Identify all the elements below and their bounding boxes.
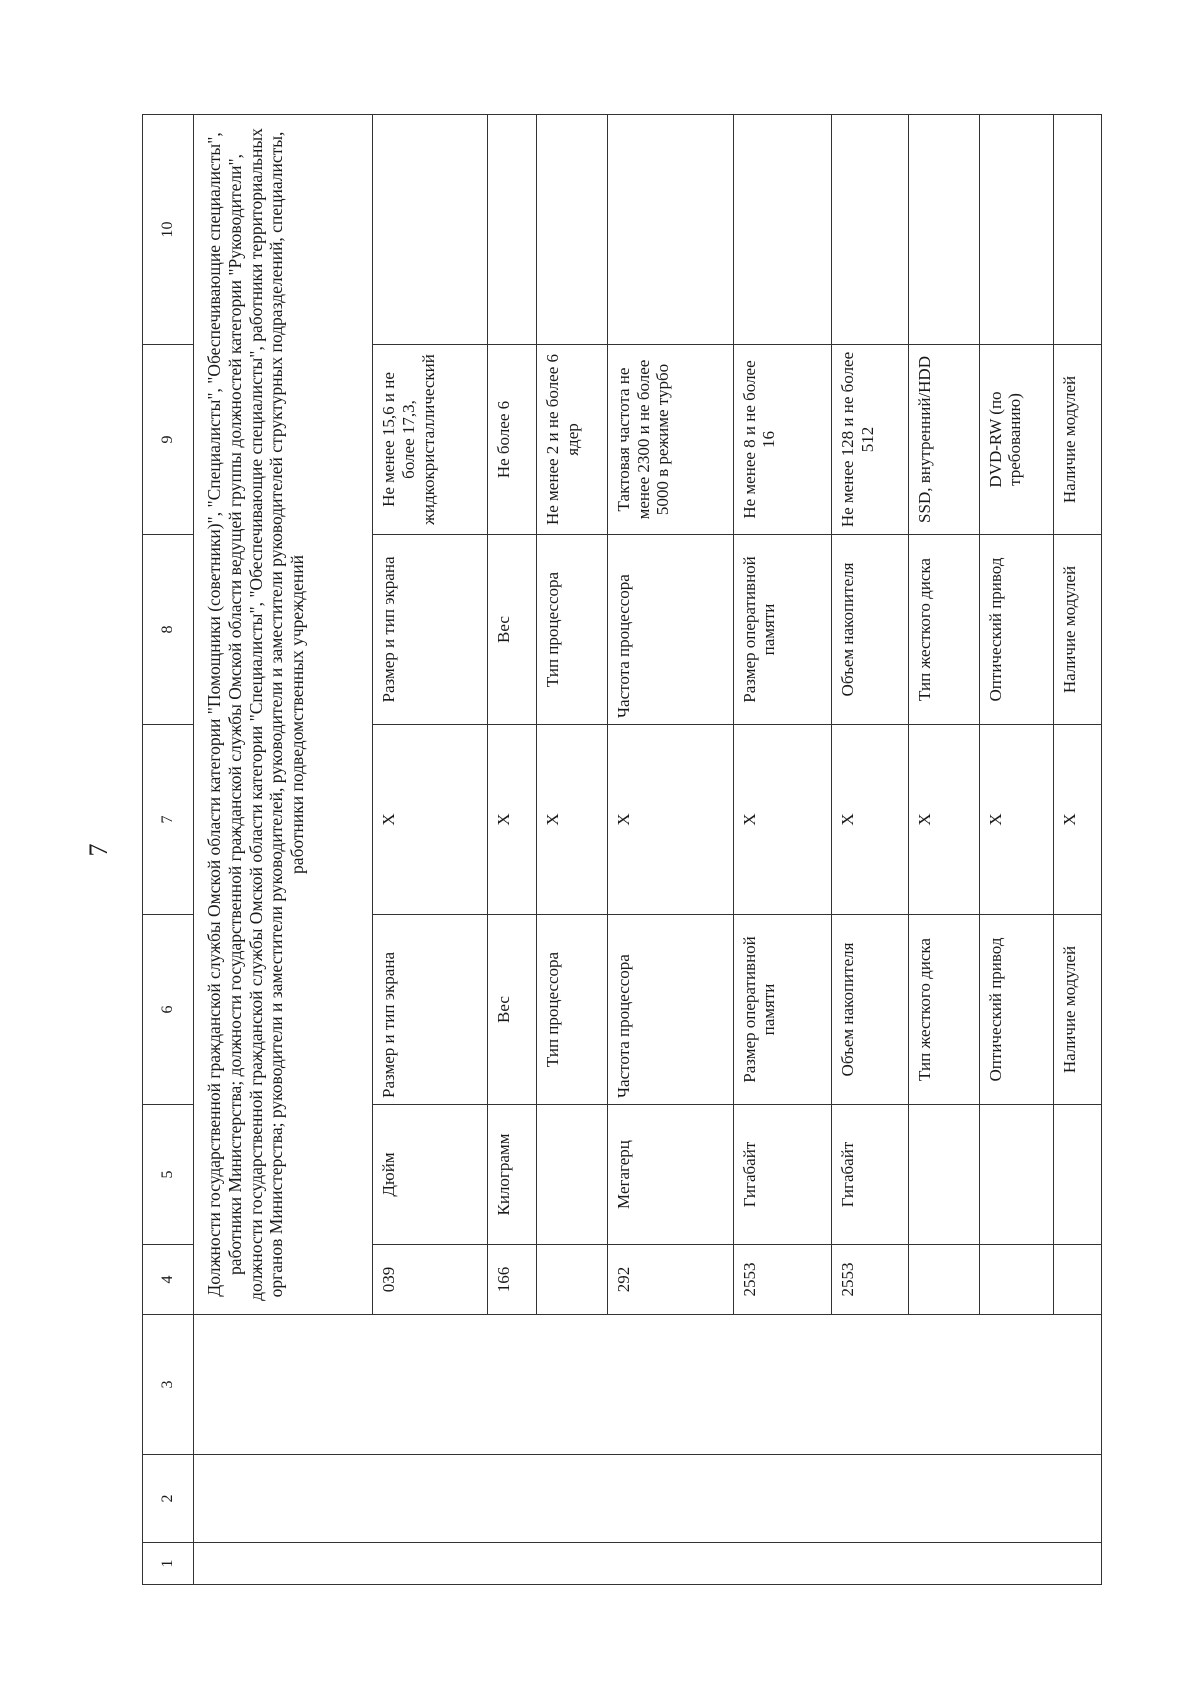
category-row	[194, 115, 373, 1585]
col-number: 5	[143, 1105, 194, 1245]
page-number: 7	[84, 843, 113, 857]
value-cell: Не менее 128 и не более 512	[832, 345, 908, 535]
name2-cell: Вес	[488, 535, 537, 725]
name-cell: Размер и тип экрана	[373, 915, 488, 1105]
empty-cell	[979, 115, 1053, 345]
empty-cell	[908, 115, 979, 345]
spec-table	[142, 114, 1102, 1585]
name2-cell: Частота процессора	[608, 535, 734, 725]
name-cell: Вес	[488, 915, 537, 1105]
x-cell: X	[979, 725, 1053, 915]
unit-cell	[908, 1105, 979, 1245]
x-cell: X	[832, 725, 908, 915]
name-cell: Тип процессора	[537, 915, 608, 1105]
name2-cell: Объем накопителя	[832, 535, 908, 725]
name-cell: Частота процессора	[608, 915, 734, 1105]
name-cell: Размер оперативной памяти	[733, 915, 831, 1105]
name2-cell: Тип жесткого диска	[908, 535, 979, 725]
col-number: 10	[143, 115, 194, 345]
value-cell: DVD-RW (по требованию)	[979, 345, 1053, 535]
x-cell: X	[908, 725, 979, 915]
code-cell	[1053, 1245, 1101, 1315]
code-cell: 039	[373, 1245, 488, 1315]
name-cell: Оптический привод	[979, 915, 1053, 1105]
code-cell: 292	[608, 1245, 734, 1315]
code-cell	[908, 1245, 979, 1315]
code-cell	[979, 1245, 1053, 1315]
col-number: 2	[143, 1455, 194, 1543]
unit-cell	[979, 1105, 1053, 1245]
name-cell: Тип жесткого диска	[908, 915, 979, 1105]
name2-cell: Размер оперативной памяти	[733, 535, 831, 725]
unit-cell: Гигабайт	[832, 1105, 908, 1245]
name-cell: Объем накопителя	[832, 915, 908, 1105]
cell-col1	[194, 1543, 1102, 1585]
empty-cell	[608, 115, 734, 345]
empty-cell	[537, 115, 608, 345]
value-cell: Наличие модулей	[1053, 345, 1101, 535]
code-cell: 166	[488, 1245, 537, 1315]
unit-cell: Дюйм	[373, 1105, 488, 1245]
x-cell: X	[537, 725, 608, 915]
empty-cell	[1053, 115, 1101, 345]
unit-cell: Гигабайт	[733, 1105, 831, 1245]
value-cell: Не более 6	[488, 345, 537, 535]
value-cell: Тактовая частота не менее 2300 и не более 5000 в режиме турбо	[608, 345, 734, 535]
x-cell: X	[1053, 725, 1101, 915]
value-cell: Не менее 15,6 и не более 17,3, жидкокристаллический	[373, 345, 488, 535]
unit-cell	[1053, 1105, 1101, 1245]
value-cell: Не менее 2 и не более 6 ядер	[537, 345, 608, 535]
empty-cell	[832, 115, 908, 345]
code-cell: 2553	[832, 1245, 908, 1315]
empty-cell	[733, 115, 831, 345]
col-number: 4	[143, 1245, 194, 1315]
x-cell: X	[733, 725, 831, 915]
empty-cell	[373, 115, 488, 345]
value-cell: Не менее 8 и не более 16	[733, 345, 831, 535]
cell-col2	[194, 1455, 1102, 1543]
x-cell: X	[373, 725, 488, 915]
col-number: 1	[143, 1543, 194, 1585]
unit-cell	[537, 1105, 608, 1245]
cell-col3	[194, 1315, 1102, 1455]
name-cell: Наличие модулей	[1053, 915, 1101, 1105]
unit-cell: Килограмм	[488, 1105, 537, 1245]
category-text: Должности государственной гражданской службы Омской области категории "Помощники (советники)", "Специалисты", "Обеспечивающие специалисты", работники Министерства; должности государственной гражданской службы Омской области ведущей группы должностей категории "Руководители", должности государственной гражданской службы Омской области категории "Специалисты", "Обеспечивающие специалисты", работники территориальных органов Министерства; руководители и заместители руководителей, руководители и заместители руководителей структурных подразделений, специалисты, работники подведомственных учреждений	[194, 115, 373, 1315]
column-number-row	[143, 115, 194, 1585]
x-cell: X	[488, 725, 537, 915]
col-number: 9	[143, 345, 194, 535]
code-cell	[537, 1245, 608, 1315]
x-cell: X	[608, 725, 734, 915]
unit-cell: Мегагерц	[608, 1105, 734, 1245]
col-number: 3	[143, 1315, 194, 1455]
name2-cell: Оптический привод	[979, 535, 1053, 725]
col-number: 6	[143, 915, 194, 1105]
name2-cell: Размер и тип экрана	[373, 535, 488, 725]
spec-table-rotated	[142, 115, 1102, 1585]
code-cell: 2553	[733, 1245, 831, 1315]
value-cell: SSD, внутренний/HDD	[908, 345, 979, 535]
empty-cell	[488, 115, 537, 345]
name2-cell: Наличие модулей	[1053, 535, 1101, 725]
col-number: 8	[143, 535, 194, 725]
name2-cell: Тип процессора	[537, 535, 608, 725]
col-number: 7	[143, 725, 194, 915]
